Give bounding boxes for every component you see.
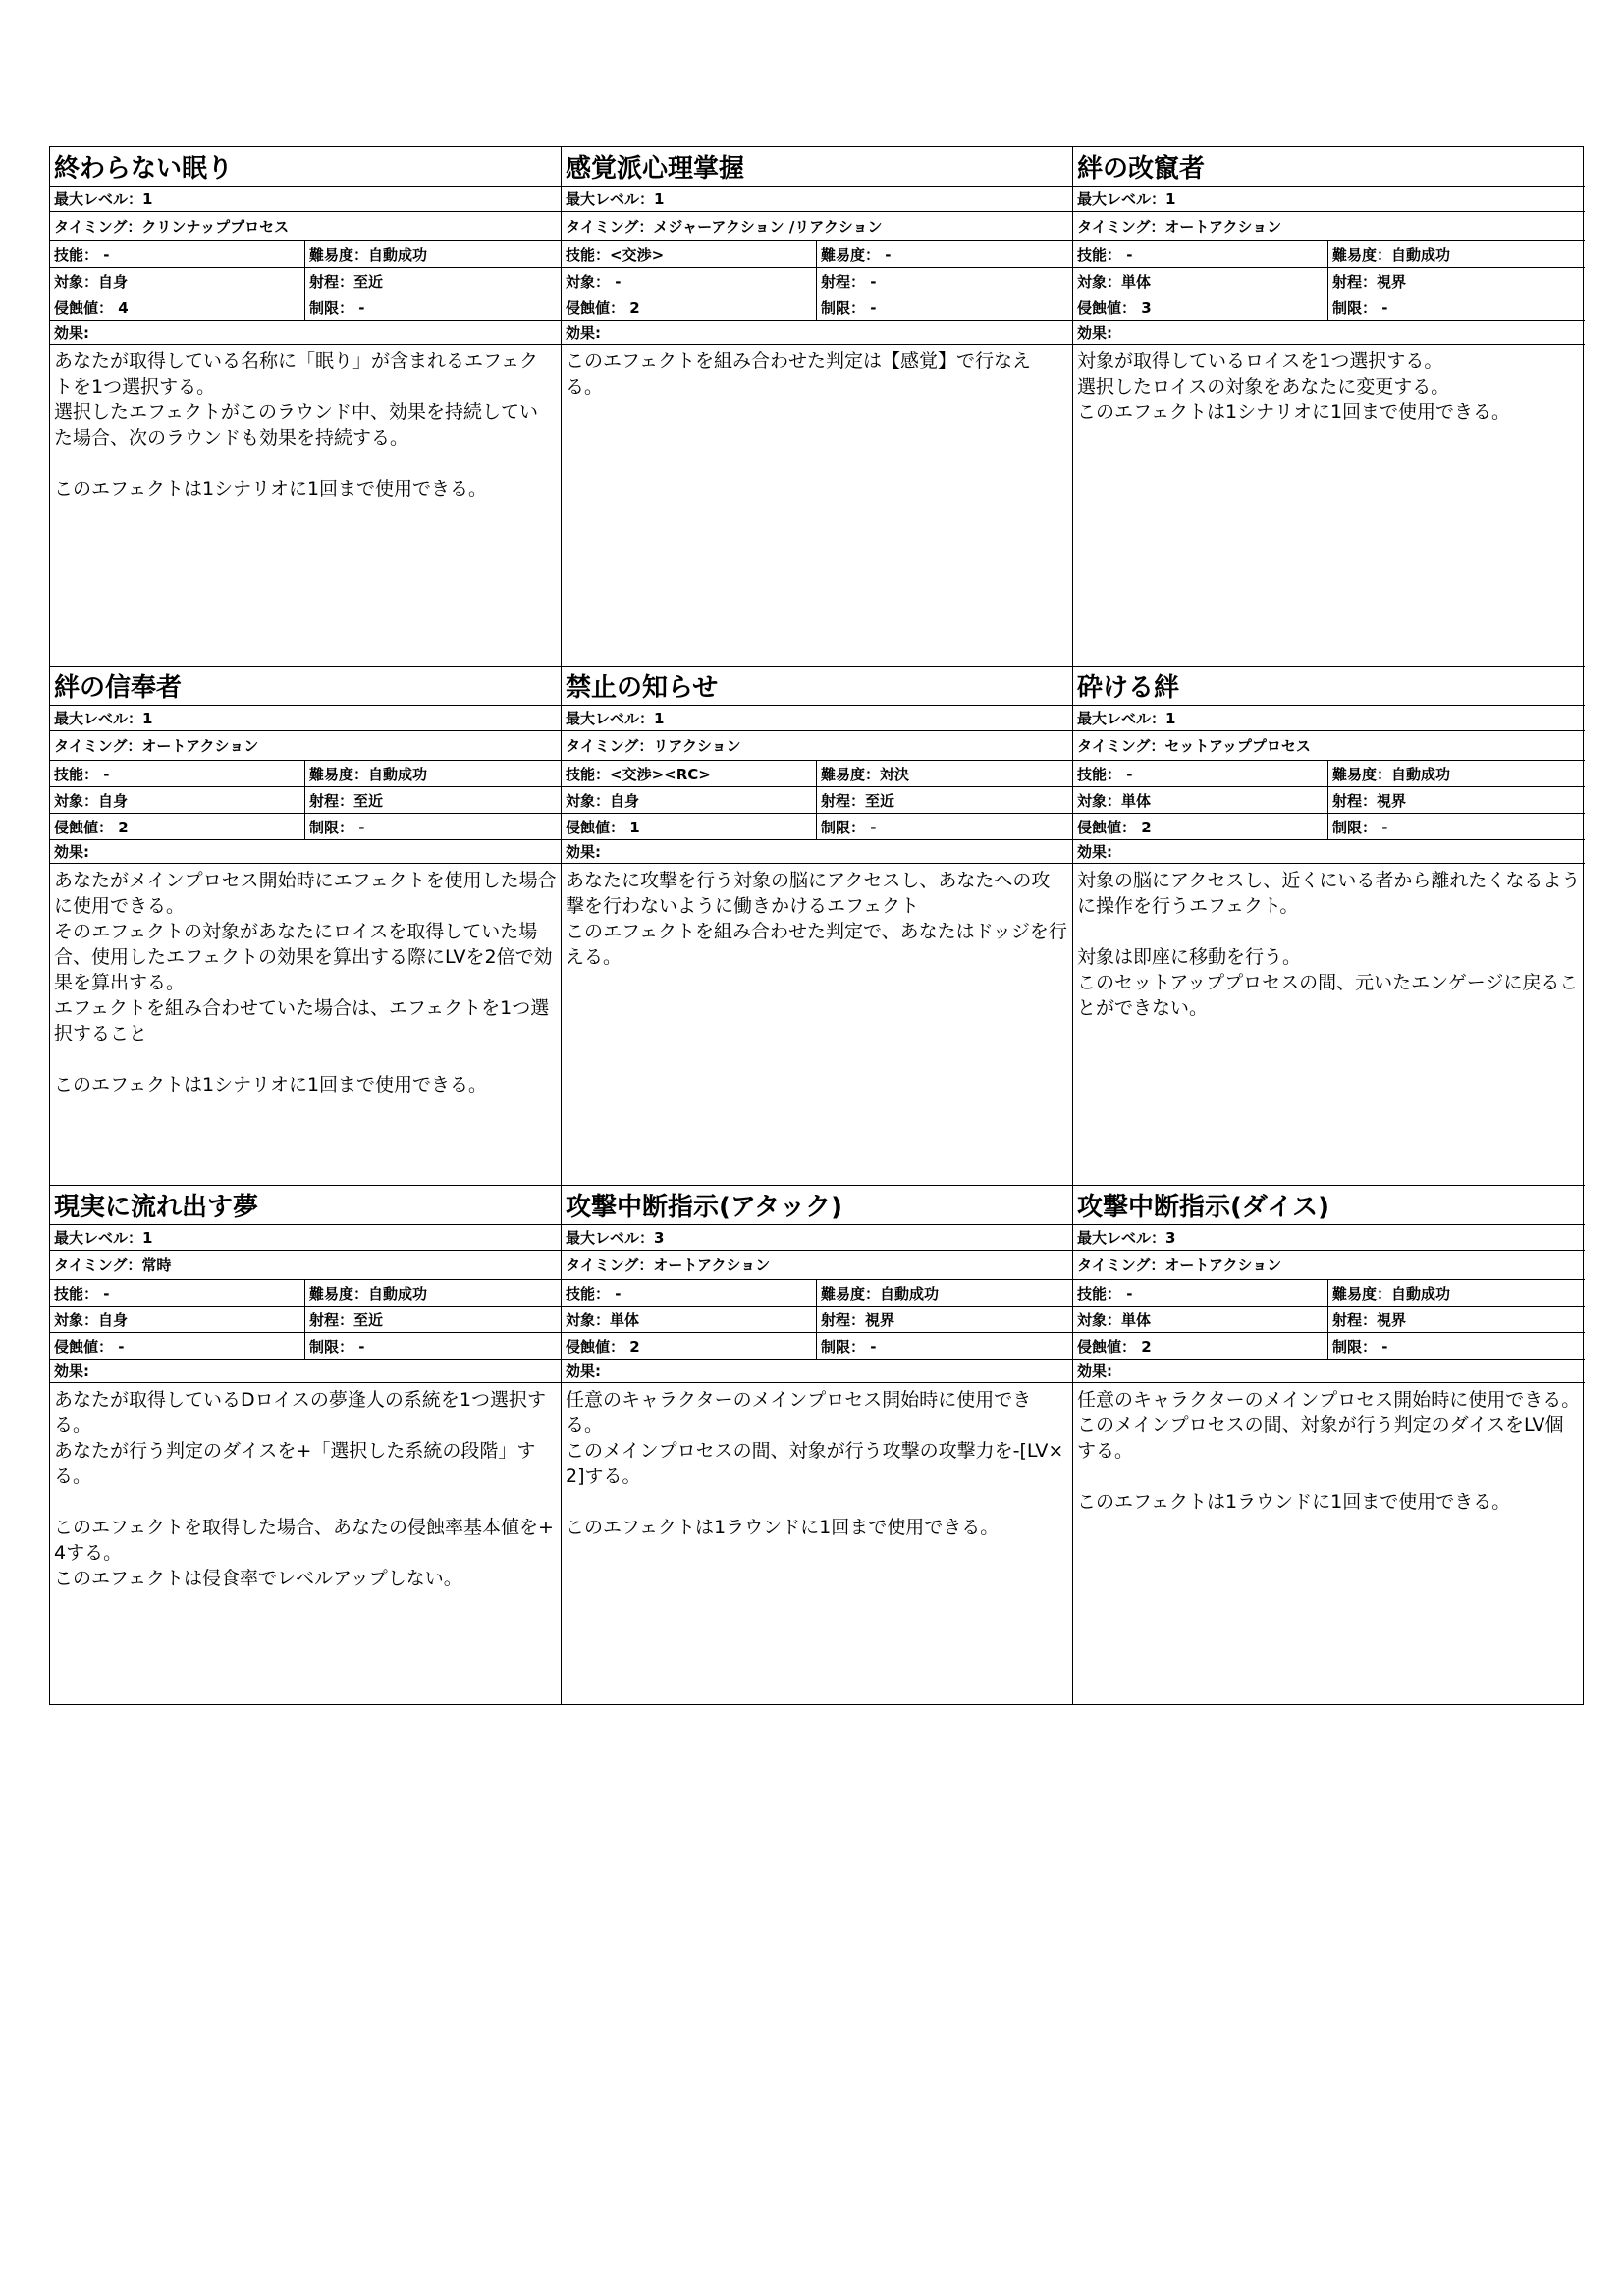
skill: 技能：<交渉>: [562, 241, 817, 267]
encroach-row: [562, 1333, 1072, 1360]
effect-text: あなたに攻撃を行う対象の脳にアクセスし、あなたへの攻撃を行わないように働きかけるエフェクト このエフェクトを組み合わせた判定で、あなたはドッジを行える。: [566, 870, 1067, 968]
skill: 技能： -: [50, 761, 305, 786]
skill: 技能： -: [50, 1280, 305, 1306]
target-row: [562, 1307, 1072, 1333]
effect-card: [1073, 667, 1585, 1186]
encroach-row: [562, 294, 1072, 321]
difficulty: 難易度：自動成功: [309, 245, 428, 264]
encroach-row: [1073, 1333, 1585, 1360]
target-row: [1073, 268, 1585, 294]
difficulty: 難易度：自動成功: [1332, 1284, 1451, 1303]
effect-text: あなたが取得しているDロイスの夢逢人の系統を1つ選択する。 あなたが行う判定のダイスを+「選択した系統の段階」する。 このエフェクトを取得した場合、あなたの侵蝕率基本値を+4する。 このエフェクトは侵食率でレベルアップしない。: [54, 1389, 554, 1589]
skill-row: [562, 761, 1072, 787]
encroach: 侵蝕値： 2: [562, 1333, 817, 1359]
skill-row: [1073, 241, 1585, 268]
max-level: 最大レベル：1: [562, 187, 1072, 212]
range: 射程：視界: [1332, 791, 1407, 810]
skill: 技能： -: [1073, 241, 1328, 267]
effect-text: このエフェクトを組み合わせた判定は【感覚】で行なえる。: [566, 350, 1032, 398]
card-title: 絆の改竄者: [1073, 147, 1585, 187]
target-row: [50, 1307, 561, 1333]
timing: タイミング：クリンナッププロセス: [50, 212, 561, 241]
skill-row: [50, 1280, 561, 1307]
limit: 制限： -: [821, 1337, 877, 1356]
effect-label: 効果:: [1073, 1360, 1585, 1383]
encroach: 侵蝕値： 3: [1073, 294, 1328, 320]
effect-card: [562, 1186, 1073, 1704]
timing: タイミング：オートアクション: [1073, 1251, 1585, 1280]
card-title: 禁止の知らせ: [562, 667, 1072, 706]
card-title: 現実に流れ出す夢: [50, 1186, 561, 1225]
effect-card: [50, 147, 562, 667]
max-level: 最大レベル：1: [50, 706, 561, 731]
difficulty: 難易度：自動成功: [309, 765, 428, 783]
target: 対象：自身: [50, 787, 305, 813]
skill: 技能： -: [1073, 1280, 1328, 1306]
target: 対象：単体: [1073, 268, 1328, 294]
timing: タイミング：オートアクション: [562, 1251, 1072, 1280]
effect-card: [562, 667, 1073, 1186]
target: 対象： -: [562, 268, 817, 294]
range: 射程：至近: [309, 791, 384, 810]
range: 射程：至近: [309, 272, 384, 291]
skill-row: [50, 761, 561, 787]
card-title: 攻撃中断指示(アタック): [562, 1186, 1072, 1225]
effect-label: 効果:: [50, 840, 561, 864]
range: 射程：視界: [1332, 1310, 1407, 1329]
target-row: [50, 787, 561, 814]
max-level: 最大レベル：1: [1073, 187, 1585, 212]
target: 対象：単体: [562, 1307, 817, 1332]
skill: 技能： -: [1073, 761, 1328, 786]
effect-sheet: [49, 146, 1584, 1705]
encroach: 侵蝕値： 2: [50, 814, 305, 839]
limit: 制限： -: [821, 298, 877, 317]
encroach: 侵蝕値： 2: [1073, 814, 1328, 839]
target: 対象：自身: [562, 787, 817, 813]
limit: 制限： -: [821, 818, 877, 836]
timing: タイミング：常時: [50, 1251, 561, 1280]
limit: 制限： -: [1332, 818, 1388, 836]
target: 対象：自身: [50, 1307, 305, 1332]
effect-text: 対象が取得しているロイスを1つ選択する。 選択したロイスの対象をあなたに変更する。 このエフェクトは1シナリオに1回まで使用できる。: [1077, 350, 1511, 423]
effect-label: 効果:: [50, 321, 561, 345]
encroach-row: [1073, 294, 1585, 321]
skill-row: [1073, 761, 1585, 787]
timing: タイミング：セットアッププロセス: [1073, 731, 1585, 761]
skill: 技能：<交渉><RC>: [562, 761, 817, 786]
effect-text: あなたが取得している名称に「眠り」が含まれるエフェクトを1つ選択する。 選択したエフェクトがこのラウンド中、効果を持続していた場合、次のラウンドも効果を持続する。 このエフェクトは1シナリオに1回まで使用できる。: [54, 350, 539, 500]
encroach-row: [50, 814, 561, 840]
target-row: [1073, 787, 1585, 814]
range: 射程：視界: [821, 1310, 895, 1329]
limit: 制限： -: [309, 1337, 365, 1356]
target: 対象：自身: [50, 268, 305, 294]
effect-card: [562, 147, 1073, 667]
effect-card: [50, 667, 562, 1186]
effect-label: 効果:: [50, 1360, 561, 1383]
encroach: 侵蝕値： 4: [50, 294, 305, 320]
limit: 制限： -: [309, 298, 365, 317]
skill: 技能： -: [562, 1280, 817, 1306]
limit: 制限： -: [309, 818, 365, 836]
effect-card: [50, 1186, 562, 1704]
target: 対象：単体: [1073, 1307, 1328, 1332]
skill-row: [50, 241, 561, 268]
timing: タイミング：オートアクション: [1073, 212, 1585, 241]
effect-label: 効果:: [562, 1360, 1072, 1383]
difficulty: 難易度：自動成功: [309, 1284, 428, 1303]
max-level: 最大レベル：1: [562, 706, 1072, 731]
effect-label: 効果:: [562, 840, 1072, 864]
effect-text: 対象の脳にアクセスし、近くにいる者から離れたくなるように操作を行うエフェクト。 対象は即座に移動を行う。 このセットアッププロセスの間、元いたエンゲージに戻ることができない。: [1077, 870, 1581, 1019]
effect-label: 効果:: [1073, 840, 1585, 864]
encroach-row: [1073, 814, 1585, 840]
effect-label: 効果:: [562, 321, 1072, 345]
encroach: 侵蝕値： 2: [1073, 1333, 1328, 1359]
effect-card: [1073, 1186, 1585, 1704]
max-level: 最大レベル：3: [1073, 1225, 1585, 1251]
skill: 技能： -: [50, 241, 305, 267]
encroach: 侵蝕値： -: [50, 1333, 305, 1359]
difficulty: 難易度：自動成功: [821, 1284, 940, 1303]
target-row: [1073, 1307, 1585, 1333]
encroach: 侵蝕値： 1: [562, 814, 817, 839]
card-title: 砕ける絆: [1073, 667, 1585, 706]
difficulty: 難易度：自動成功: [1332, 765, 1451, 783]
target-row: [50, 268, 561, 294]
encroach-row: [562, 814, 1072, 840]
effect-label: 効果:: [1073, 321, 1585, 345]
timing: タイミング：リアクション: [562, 731, 1072, 761]
target: 対象：単体: [1073, 787, 1328, 813]
timing: タイミング：オートアクション: [50, 731, 561, 761]
card-title: 感覚派心理掌握: [562, 147, 1072, 187]
card-title: 絆の信奉者: [50, 667, 561, 706]
difficulty: 難易度： -: [821, 245, 892, 264]
encroach-row: [50, 1333, 561, 1360]
range: 射程：至近: [821, 791, 895, 810]
max-level: 最大レベル：1: [50, 187, 561, 212]
range: 射程：至近: [309, 1310, 384, 1329]
difficulty: 難易度：対決: [821, 765, 910, 783]
limit: 制限： -: [1332, 298, 1388, 317]
max-level: 最大レベル：1: [1073, 706, 1585, 731]
skill-row: [562, 241, 1072, 268]
effect-text: 任意のキャラクターのメインプロセス開始時に使用できる。 このメインプロセスの間、対象が行う攻撃の攻撃力を-[LV×2]する。 このエフェクトは1ラウンドに1回まで使用できる。: [566, 1389, 1064, 1538]
limit: 制限： -: [1332, 1337, 1388, 1356]
max-level: 最大レベル：1: [50, 1225, 561, 1251]
target-row: [562, 268, 1072, 294]
card-title: 攻撃中断指示(ダイス): [1073, 1186, 1585, 1225]
effect-card: [1073, 147, 1585, 667]
difficulty: 難易度：自動成功: [1332, 245, 1451, 264]
encroach: 侵蝕値： 2: [562, 294, 817, 320]
effect-text: 任意のキャラクターのメインプロセス開始時に使用できる。 このメインプロセスの間、対象が行う判定のダイスをLV個する。 このエフェクトは1ラウンドに1回まで使用できる。: [1077, 1389, 1581, 1513]
effect-text: あなたがメインプロセス開始時にエフェクトを使用した場合に使用できる。 そのエフェクトの対象があなたにロイスを取得していた場合、使用したエフェクトの効果を算出する際にLVを2倍で効果を算出する。 エフェクトを組み合わせていた場合は、エフェクトを1つ選択すること このエフェクトは1シナリオに1回まで使用できる。: [54, 870, 557, 1095]
range: 射程： -: [821, 272, 877, 291]
range: 射程：視界: [1332, 272, 1407, 291]
max-level: 最大レベル：3: [562, 1225, 1072, 1251]
card-title: 終わらない眠り: [50, 147, 561, 187]
target-row: [562, 787, 1072, 814]
timing: タイミング：メジャーアクション /リアクション: [562, 212, 1072, 241]
skill-row: [562, 1280, 1072, 1307]
encroach-row: [50, 294, 561, 321]
skill-row: [1073, 1280, 1585, 1307]
